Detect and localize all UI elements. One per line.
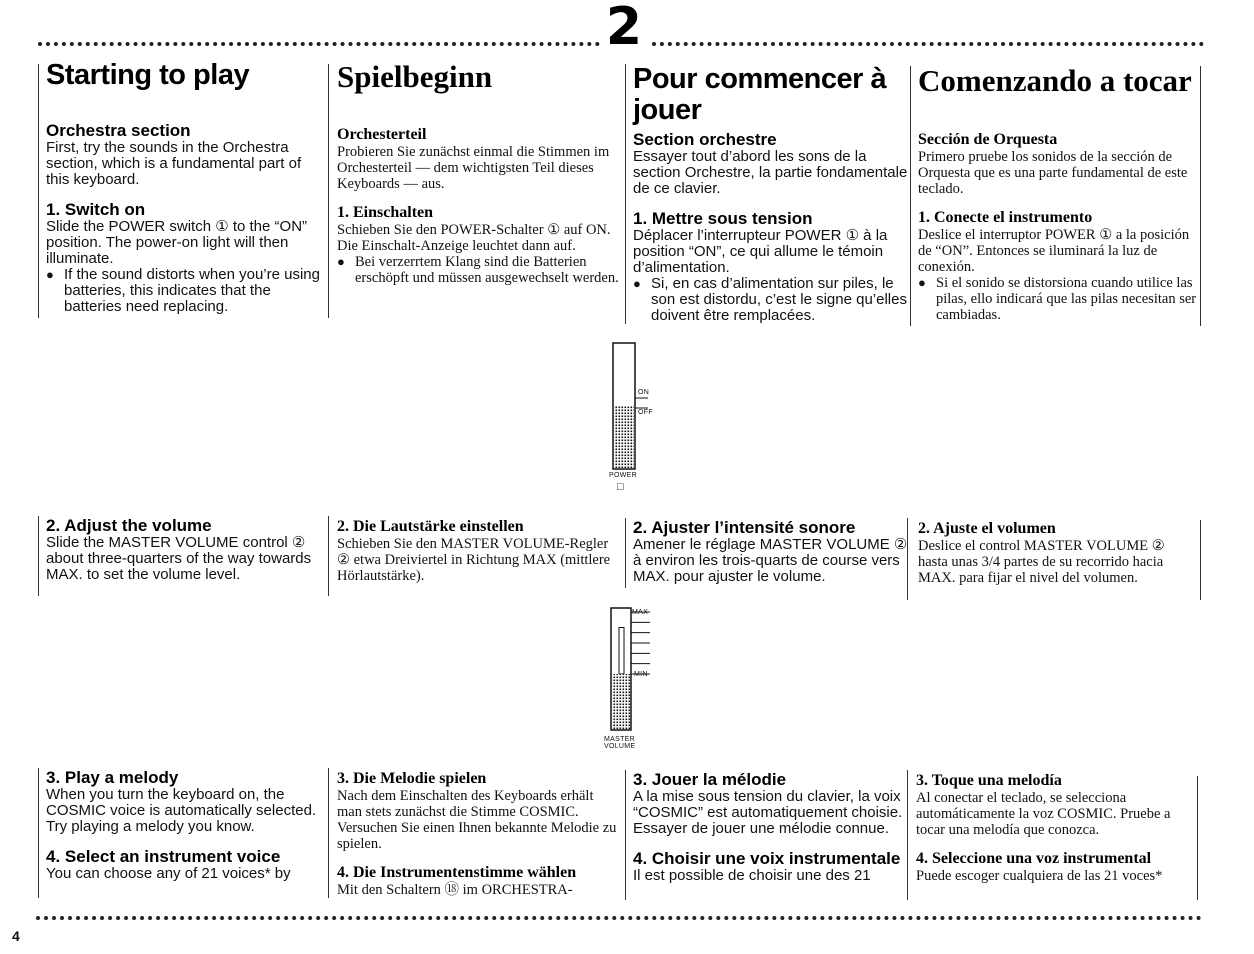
switch-on-text: Déplacer l’interrupteur POWER ① à la position “ON”, ce qui allume le témoin d’alimentation. (633, 227, 888, 276)
volume-slider-knob (612, 674, 630, 729)
voice-text: Il est possible de choisir une des 21 (633, 867, 871, 884)
voice-heading: 4. Seleccione una voz instrumental (916, 850, 1152, 867)
column-french (633, 64, 908, 324)
orchestra-text: First, try the sounds in the Orchestra section, which is a fundamental part of this keyboard. (46, 139, 302, 188)
switch-on-bullet: ● If the sound distorts when you’re using batteries, this indicates that the batteries need replacing. (46, 266, 320, 315)
volume-text: Schieben Sie den MASTER VOLUME-Regler ② etwa Dreiviertel in Richtung MAX (mittlere Hörlautstärke). (337, 536, 611, 584)
bullet-icon: ● (633, 276, 641, 291)
orchestra-heading: Sección de Orquesta (918, 131, 1058, 148)
column-english-melody (46, 768, 324, 882)
melody-heading: 3. Jouer la mélodie (633, 770, 787, 789)
volume-text: Slide the MASTER VOLUME control ② about three-quarters of the way towards MAX. to set the volume level. (46, 534, 312, 583)
orchestra-text: Probieren Sie zunächst einmal die Stimmen im Orchesterteil — dem wichtigsten Teil dieses Keyboards — aus. (337, 144, 610, 192)
column-german-melody (337, 770, 619, 898)
orchestra-heading: Orchesterteil (337, 126, 427, 143)
column-rule (625, 518, 626, 588)
column-english-volume (46, 516, 324, 583)
orchestra-heading: Section orchestre (633, 130, 777, 149)
melody-heading: 3. Play a melody (46, 768, 179, 787)
voice-heading: 4. Choisir une voix instrumentale (633, 849, 901, 868)
switch-on-heading: 1. Mettre sous tension (633, 209, 813, 228)
voice-heading: 4. Die Instrumentenstimme wählen (337, 864, 577, 881)
voice-heading: 4. Select an instrument voice (46, 847, 281, 866)
bottom-dotted-rule (36, 916, 1202, 920)
column-spanish (918, 64, 1198, 323)
power-on-label: ON (638, 389, 650, 396)
column-rule (910, 66, 911, 326)
section-title: Starting to play (46, 59, 250, 91)
melody-heading: 3. Die Melodie spielen (337, 770, 487, 787)
column-rule (1200, 66, 1201, 326)
switch-on-text: Schieben Sie den POWER-Schalter ① auf ON. Die Einschalt-Anzeige leuchtet dann auf. (337, 222, 611, 254)
voice-text: Mit den Schaltern ⑱ im ORCHESTRA- (337, 882, 573, 898)
section-title: Pour commencer à jouer (633, 63, 887, 126)
column-spanish-melody (916, 772, 1196, 884)
power-switch-knob (614, 406, 634, 468)
switch-on-heading: 1. Einschalten (337, 204, 434, 221)
column-german-volume (337, 518, 619, 584)
section-title: Comenzando a tocar (918, 63, 1192, 98)
column-rule (1197, 776, 1198, 900)
switch-on-bullet: ● Bei verzerrtem Klang sind die Batterien erschöpft und müssen ausgewechselt werden. (337, 254, 619, 286)
volume-label-line2: VOLUME (604, 743, 636, 750)
orchestra-text: Primero pruebe los sonidos de la sección de Orquesta que es una parte fundamental de este teclado. (918, 149, 1188, 197)
top-dotted-rule-right (652, 42, 1204, 46)
switch-on-bullet: ● Si, en cas d’alimentation sur piles, le son est distordu, c’est le signe qu’elles doivent être remplacées. (633, 275, 907, 324)
section-title: Spielbeginn (337, 59, 493, 94)
melody-text: Al conectar el teclado, se selecciona automáticamente la voz COSMIC. Pruebe a tocar una melodía que conozca. (916, 790, 1171, 838)
volume-heading: 2. Die Lautstärke einstellen (337, 518, 524, 535)
switch-on-text: Slide the POWER switch ① to the “ON” position. The power-on light will then illuminate. (46, 218, 308, 267)
column-spanish-volume (918, 520, 1198, 586)
column-rule (625, 770, 626, 900)
power-off-label: OFF (638, 409, 653, 416)
chapter-mark: 2 (605, 0, 643, 57)
voice-text: Puede escoger cualquiera de las 21 voces* (916, 868, 1163, 884)
volume-level-indicator (619, 628, 624, 675)
volume-label-line1: MASTER (604, 736, 635, 743)
switch-on-text: Deslice el interruptor POWER ① a la posición de “ON”. Entonces se iluminará la luz de conexión. (918, 227, 1190, 275)
switch-on-bullet: ● Si el sonido se distorsiona cuando utilice las pilas, ello indicará que las pilas necesitan ser cambiadas. (918, 275, 1197, 323)
volume-heading: 2. Ajuste el volumen (918, 520, 1056, 537)
volume-text: Deslice el control MASTER VOLUME ② hasta unas 3/4 partes de su recorrido hacia MAX. para fijar el nivel del volumen. (918, 538, 1165, 586)
column-german (337, 60, 619, 286)
master-volume-diagram (598, 604, 658, 736)
orchestra-text: Essayer tout d’abord les sons de la section Orchestre, la partie fondamentale de ce clavier. (633, 148, 908, 197)
column-rule (38, 516, 39, 596)
column-rule (328, 64, 329, 318)
bullet-icon: ● (337, 254, 345, 269)
column-english (46, 60, 324, 315)
melody-text: When you turn the keyboard on, the COSMIC voice is automatically selected. Try playing a melody you know. (46, 786, 317, 835)
volume-min-label: MIN (634, 671, 648, 678)
column-rule (38, 768, 39, 898)
column-rule (625, 64, 626, 324)
orchestra-heading: Orchestra section (46, 121, 191, 140)
volume-heading: 2. Ajuster l’intensité sonore (633, 518, 856, 537)
melody-text: Nach dem Einschalten des Keyboards erhält man stets zunächst die Stimme COSMIC. Versuchen Sie einen Ihnen bekannte Melodie zu spielen. (337, 788, 617, 852)
column-french-melody (633, 770, 908, 884)
melody-text: A la mise sous tension du clavier, la voix “COSMIC” est automatiquement choisie. Essayer de jouer une mélodie connue. (633, 788, 903, 837)
bullet-icon: ● (46, 267, 54, 282)
volume-text: Amener le réglage MASTER VOLUME ② à environ les trois-quarts de course vers MAX. pour ajuster le volume. (633, 536, 908, 585)
melody-heading: 3. Toque una melodía (916, 772, 1062, 789)
power-led-icon: □ (617, 481, 624, 493)
volume-max-label: MAX (632, 609, 649, 616)
volume-heading: 2. Adjust the volume (46, 516, 212, 535)
switch-on-heading: 1. Conecte el instrumento (918, 209, 1093, 226)
column-rule (328, 768, 329, 898)
switch-on-heading: 1. Switch on (46, 200, 146, 219)
column-french-volume (633, 518, 908, 585)
voice-text: You can choose any of 21 voices* by (46, 865, 291, 882)
column-rule (328, 516, 329, 596)
power-label: POWER (609, 472, 637, 479)
column-rule (38, 64, 39, 318)
column-rule (1200, 520, 1201, 600)
page-number: 4 (12, 928, 20, 944)
top-dotted-rule-left (38, 42, 600, 46)
bullet-icon: ● (918, 275, 926, 290)
